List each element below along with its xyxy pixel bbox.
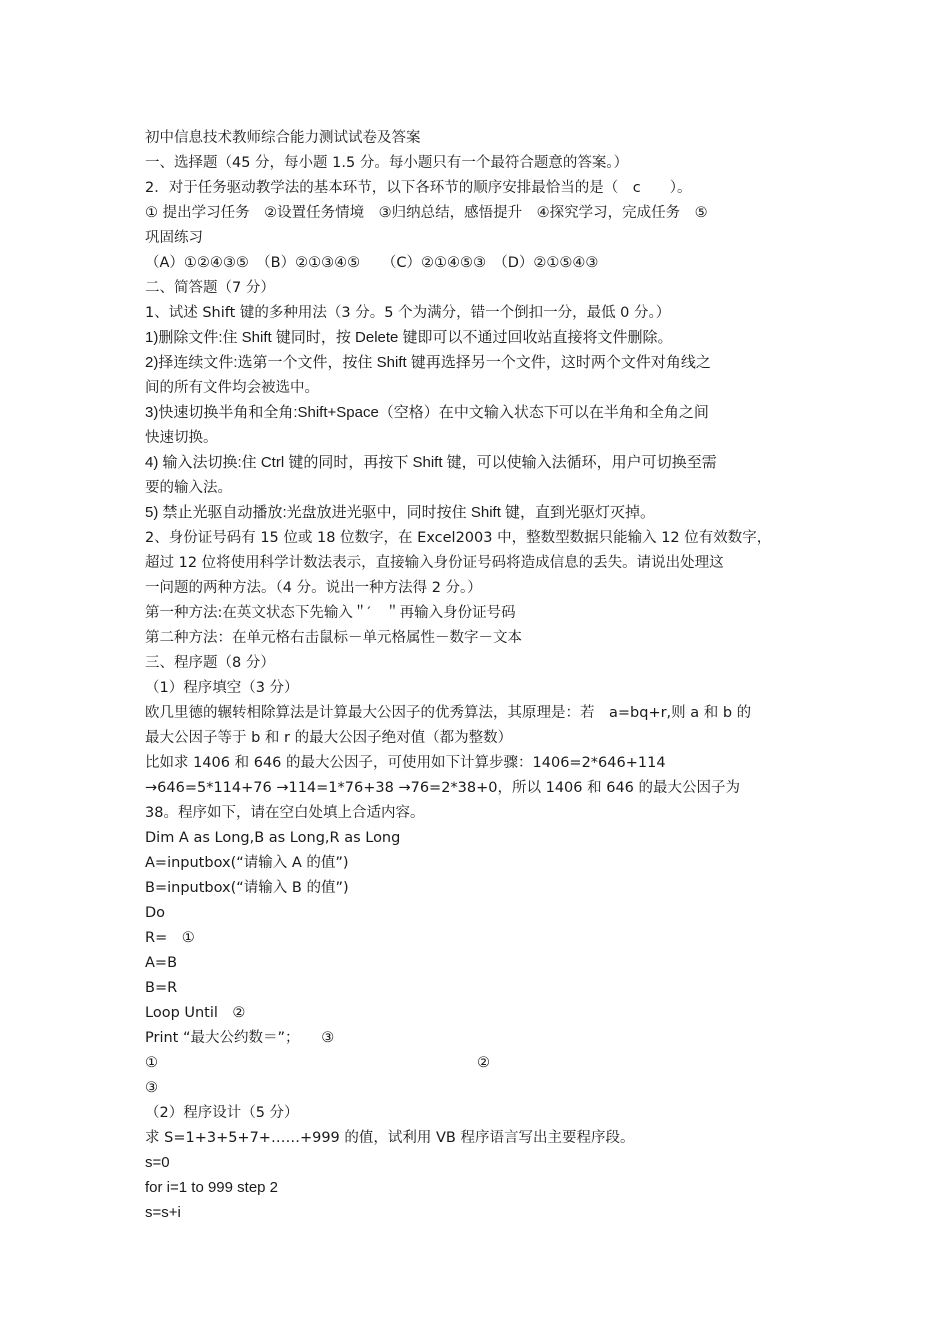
question-text: 1、试述 Shift 键的多种用法（3 分。5 个为满分，错一个倒扣一分，最低 0 分。） (145, 305, 671, 321)
answer-text: 快速切换。 (145, 430, 218, 446)
answer-text: 5) 禁止光驱自动播放:光盘放进光驱中，同时按住 Shift 键，直到光驱灯灭掉。 (145, 504, 656, 521)
code-line: s=0 (145, 1154, 170, 1171)
question-text: 一问题的两种方法。（4 分。说出一种方法得 2 分。） (145, 580, 482, 596)
code-line: for i=1 to 999 step 2 (145, 1179, 279, 1196)
code-line: B=R (145, 980, 178, 996)
question-text: 巩固练习 (145, 230, 203, 246)
answer-text: 2)择连续文件:选第一个文件，按住 Shift 键再选择另一个文件，这时两个文件对角线之 (145, 354, 711, 371)
code-line: Do (145, 905, 166, 921)
subsection-heading: （1）程序填空（3 分） (145, 680, 299, 696)
blank-labels: ③ (145, 1080, 158, 1096)
code-line: A=inputbox(“请输入 A 的值”) (145, 855, 349, 871)
document-title: 初中信息技术教师综合能力测试试卷及答案 (145, 130, 421, 146)
answer-options: （A）①②④③⑤ （B）②①③④⑤ （C）②①④⑤③ （D）②①⑤④③ (145, 255, 599, 271)
code-line: B=inputbox(“请输入 B 的值”) (145, 880, 349, 896)
question-text: 比如求 1406 和 646 的最大公因子，可使用如下计算步骤：1406=2*646+114 (145, 755, 666, 771)
question-text: 求 S=1+3+5+7+……+999 的值，试利用 VB 程序语言写出主要程序段。 (145, 1130, 635, 1146)
question-text: 2、身份证号码有 15 位或 18 位数字，在 Excel2003 中，整数型数据只能输入 12 位有效数字， (145, 530, 772, 546)
answer-text: 第二种方法：在单元格右击鼠标－单元格属性－数字－文本 (145, 630, 522, 646)
question-text: 38。程序如下，请在空白处填上合适内容。 (145, 805, 425, 821)
section-heading: 一、选择题（45 分，每小题 1.5 分。每小题只有一个最符合题意的答案。） (145, 155, 629, 171)
answer-text: 4) 输入法切换:住 Ctrl 键的同时，再按下 Shift 键，可以使输入法循环，用户可切换至需 (145, 454, 717, 471)
code-line: Print “最大公约数＝”； ③ (145, 1030, 335, 1046)
answer-text: 要的输入法。 (145, 480, 232, 496)
answer-text: 第一种方法:在英文状态下先输入＂′ ＂再输入身份证号码 (145, 605, 516, 621)
question-text: 欧几里德的辗转相除算法是计算最大公因子的优秀算法，其原理是：若 a=bq+r,则 a 和 b 的 (145, 705, 752, 721)
question-text: ① 提出学习任务 ②设置任务情境 ③归纳总结，感悟提升 ④探究学习，完成任务 ⑤ (145, 205, 708, 221)
question-text: 最大公因子等于 b 和 r 的最大公因子绝对值（都为整数） (145, 730, 513, 746)
answer-text: 1)删除文件:住 Shift 键同时，按 Delete 键即可以不通过回收站直接将文件删除。 (145, 329, 673, 346)
section-heading: 二、简答题（7 分） (145, 280, 275, 296)
question-text: 2．对于任务驱动教学法的基本环节，以下各环节的顺序安排最恰当的是（ c ）。 (145, 180, 692, 196)
code-line: A=B (145, 955, 178, 971)
code-line: R= ① (145, 930, 195, 946)
question-text: 超过 12 位将使用科学计数法表示，直接输入身份证号码将造成信息的丢失。请说出处理这 (145, 555, 724, 571)
code-line: Loop Until ② (145, 1005, 246, 1021)
code-line: s=s+i (145, 1204, 181, 1221)
answer-text: 间的所有文件均会被选中。 (145, 380, 319, 396)
blank-labels: ① ② (145, 1055, 490, 1071)
subsection-heading: （2）程序设计（5 分） (145, 1105, 299, 1121)
question-text: →646=5*114+76 →114=1*76+38 →76=2*38+0，所以 1406 和 646 的最大公因子为 (145, 780, 741, 796)
code-line: Dim A as Long,B as Long,R as Long (145, 830, 401, 846)
section-heading: 三、程序题（8 分） (145, 655, 275, 671)
answer-text: 3)快速切换半角和全角:Shift+Space（空格）在中文输入状态下可以在半角和全角之间 (145, 404, 709, 421)
